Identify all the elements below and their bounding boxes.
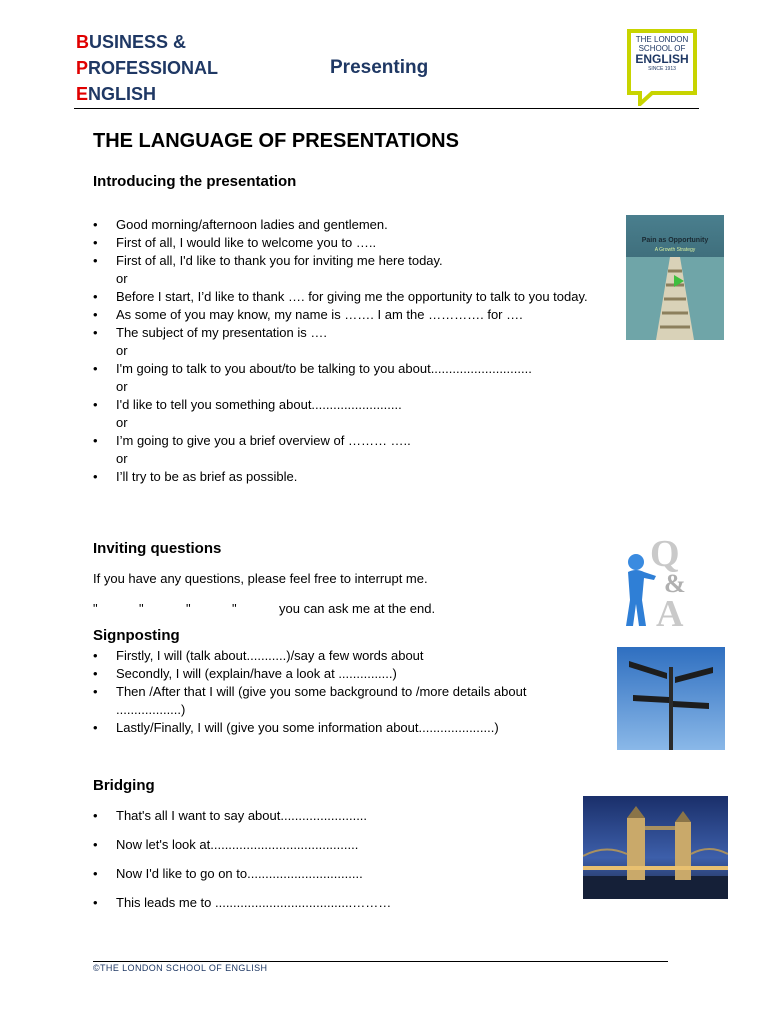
brand-line-3: ENGLISH	[76, 84, 157, 104]
or-connector: or	[116, 271, 128, 286]
list-item: • That's all I want to say about........................	[93, 807, 563, 825]
list-item: • The subject of my presentation is ….	[93, 324, 613, 342]
list-item: • Good morning/afternoon ladies and gentlemen.	[93, 216, 613, 234]
logo-text-4: SINCE 1913	[648, 66, 676, 72]
bridging-list	[93, 807, 563, 923]
heading-introducing: Introducing the presentation	[93, 173, 297, 190]
list-item: • Before I start, I’d like to thank …. for giving me the opportunity to talk to you today.	[93, 288, 613, 306]
list-item: • First of all, I would like to welcome you to …..	[93, 234, 613, 252]
header-divider	[74, 108, 699, 109]
page-title: THE LANGUAGE OF PRESENTATIONS	[93, 130, 459, 152]
list-item: • I’m going to give you a brief overview of ……… …..	[93, 432, 613, 450]
ditto-mark: "	[93, 601, 98, 616]
svg-text:Q: Q	[650, 533, 680, 575]
tower-bridge-image	[583, 796, 728, 899]
brand-line-1: BUSINESS &	[76, 32, 187, 52]
topic-title: Presenting	[330, 57, 429, 78]
ditto-mark: "	[139, 601, 144, 616]
signposting-list	[93, 647, 543, 737]
introducing-list	[93, 216, 613, 486]
logo-text-2: SCHOOL OF	[638, 44, 686, 53]
or-connector: or	[116, 343, 128, 358]
list-item: • Then /After that I will (give you some background to /more details about ..................)	[93, 683, 543, 719]
heading-inviting: Inviting questions	[93, 540, 222, 557]
list-item: • Now I'd like to go on to................................	[93, 865, 563, 883]
list-item: • I’ll try to be as brief as possible.	[93, 468, 613, 486]
ditto-mark: "	[186, 601, 191, 616]
ditto-mark: "	[232, 601, 237, 616]
svg-text:A: A	[656, 593, 684, 628]
brand-line-2: PROFESSIONAL	[76, 58, 219, 78]
or-connector: or	[116, 451, 128, 466]
header-brand	[76, 29, 218, 107]
inviting-line-2-text: you can ask me at the end.	[279, 601, 436, 616]
book-title: Pain as Opportunity	[641, 237, 709, 244]
logo-text-1: THE LONDON	[635, 35, 689, 44]
list-item: • As some of you may know, my name is ……. I am the …………. for ….	[93, 306, 613, 324]
list-item: • I'm going to talk to you about/to be talking to you about............................	[93, 360, 613, 378]
list-item: • I'd like to tell you something about.........................	[93, 396, 613, 414]
list-item: • This leads me to ......................................………	[93, 894, 563, 912]
svg-text:&: &	[664, 569, 686, 598]
book-cover-image	[626, 215, 724, 340]
list-item: • First of all, I'd like to thank you for inviting me here today.	[93, 252, 613, 270]
inviting-line-1: If you have any questions, please feel free to interrupt me.	[93, 571, 428, 586]
or-connector: or	[116, 379, 128, 394]
signpost-image	[617, 647, 725, 750]
or-connector: or	[116, 415, 128, 430]
heading-bridging: Bridging	[93, 777, 155, 794]
heading-signposting: Signposting	[93, 627, 180, 644]
qa-figure-image	[620, 530, 700, 628]
footer-copyright: ©THE LONDON SCHOOL OF ENGLISH	[93, 963, 268, 973]
book-subtitle: A Growth Strategy	[654, 247, 696, 253]
list-item: • Now let's look at.........................................	[93, 836, 563, 854]
list-item: • Firstly, I will (talk about...........)/say a few words about	[93, 647, 543, 665]
inviting-line-2	[93, 601, 493, 619]
list-item: • Secondly, I will (explain/have a look at ...............)	[93, 665, 543, 683]
school-logo	[626, 28, 698, 106]
list-item: • Lastly/Finally, I will (give you some information about.....................)	[93, 719, 543, 737]
footer-divider	[93, 961, 668, 962]
logo-text-3: ENGLISH	[635, 52, 689, 66]
